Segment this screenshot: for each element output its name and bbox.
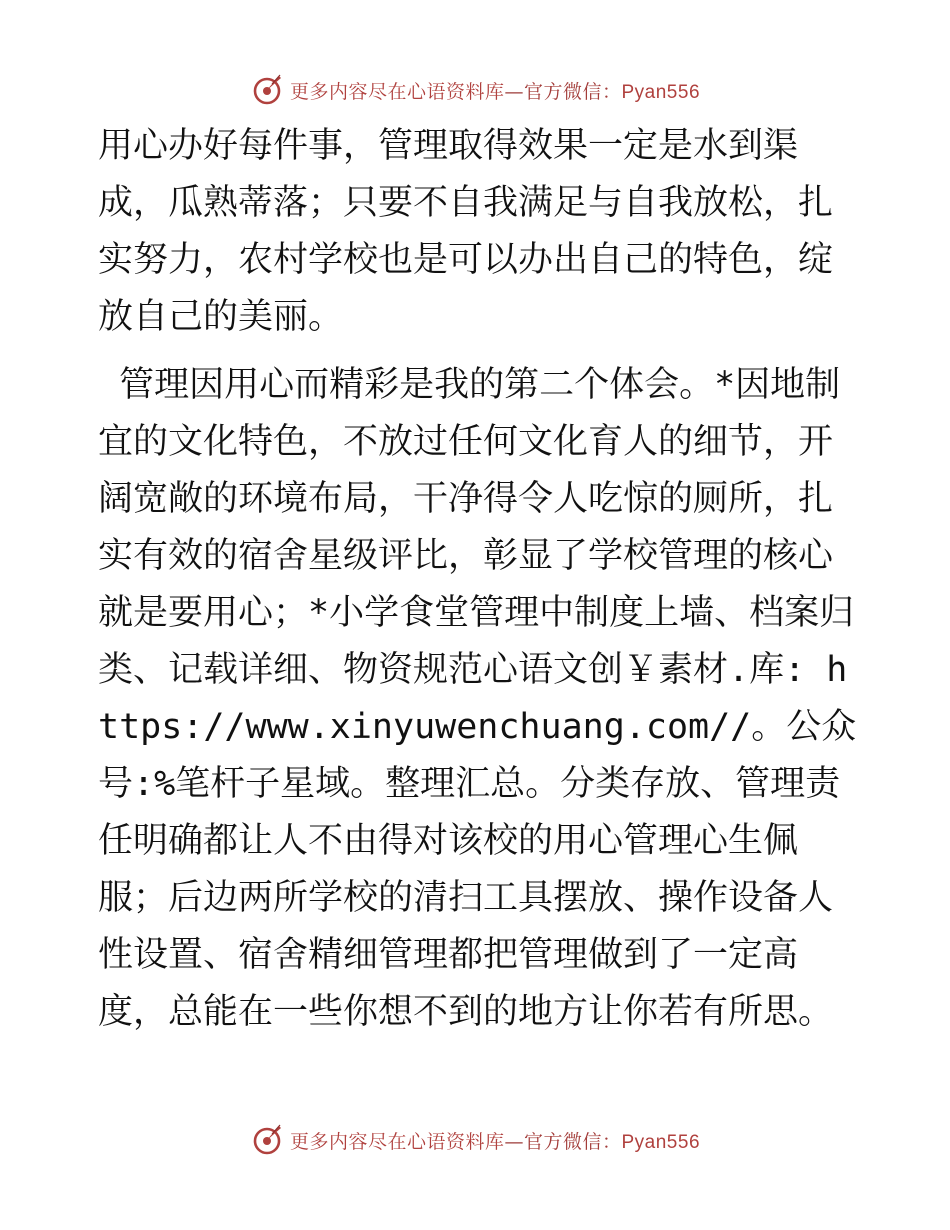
quill-pen-logo-icon [250, 1123, 284, 1157]
header-banner-id: Pyan556 [621, 81, 701, 103]
footer-banner-main: 更多内容尽在心语资料库 [289, 1130, 505, 1153]
footer-banner [0, 1120, 950, 1160]
paragraph-1: 用心办好每件事，管理取得效果一定是水到渠成，瓜熟蒂落；只要不自我满足与自我放松，扎实努力，农村学校也是可以办出自己的特色，绽放自己的美丽。 [98, 126, 834, 337]
footer-banner-dash: — [504, 1130, 524, 1153]
header-banner [0, 70, 950, 110]
body-text [98, 118, 858, 1041]
header-banner-dash: — [504, 80, 524, 103]
footer-banner-text [290, 1127, 700, 1154]
footer-banner-wechat: 官方微信： [523, 1130, 622, 1153]
quill-pen-logo-icon [250, 73, 284, 107]
header-banner-text [290, 77, 700, 104]
header-banner-main: 更多内容尽在心语资料库 [289, 80, 505, 103]
paragraph-2: 管理因用心而精彩是我的第二个体会。*因地制宜的文化特色，不放过任何文化育人的细节，开阔宽敞的环境布局，干净得令人吃惊的厕所，扎实有效的宿舍星级评比，彰显了学校管理的核心就是要用心；*小学食堂管理中制度上墙、档案归类、记载详细、物资规范心语文创￥素材.库: https://www.xinyuwenchuang.com//。公众号:%笔杆子星域。整理汇总。分类存放、管理责任明确都让人不由得对该校的用心管理心生佩服；后边两所学校的清扫工具摆放、操作设备人性设置、宿舍精细管理都把管理做到了一定高度，总能在一些你想不到的地方让你若有所思。 [98, 365, 857, 1032]
footer-banner-id: Pyan556 [621, 1131, 701, 1153]
header-banner-wechat: 官方微信： [523, 80, 622, 103]
